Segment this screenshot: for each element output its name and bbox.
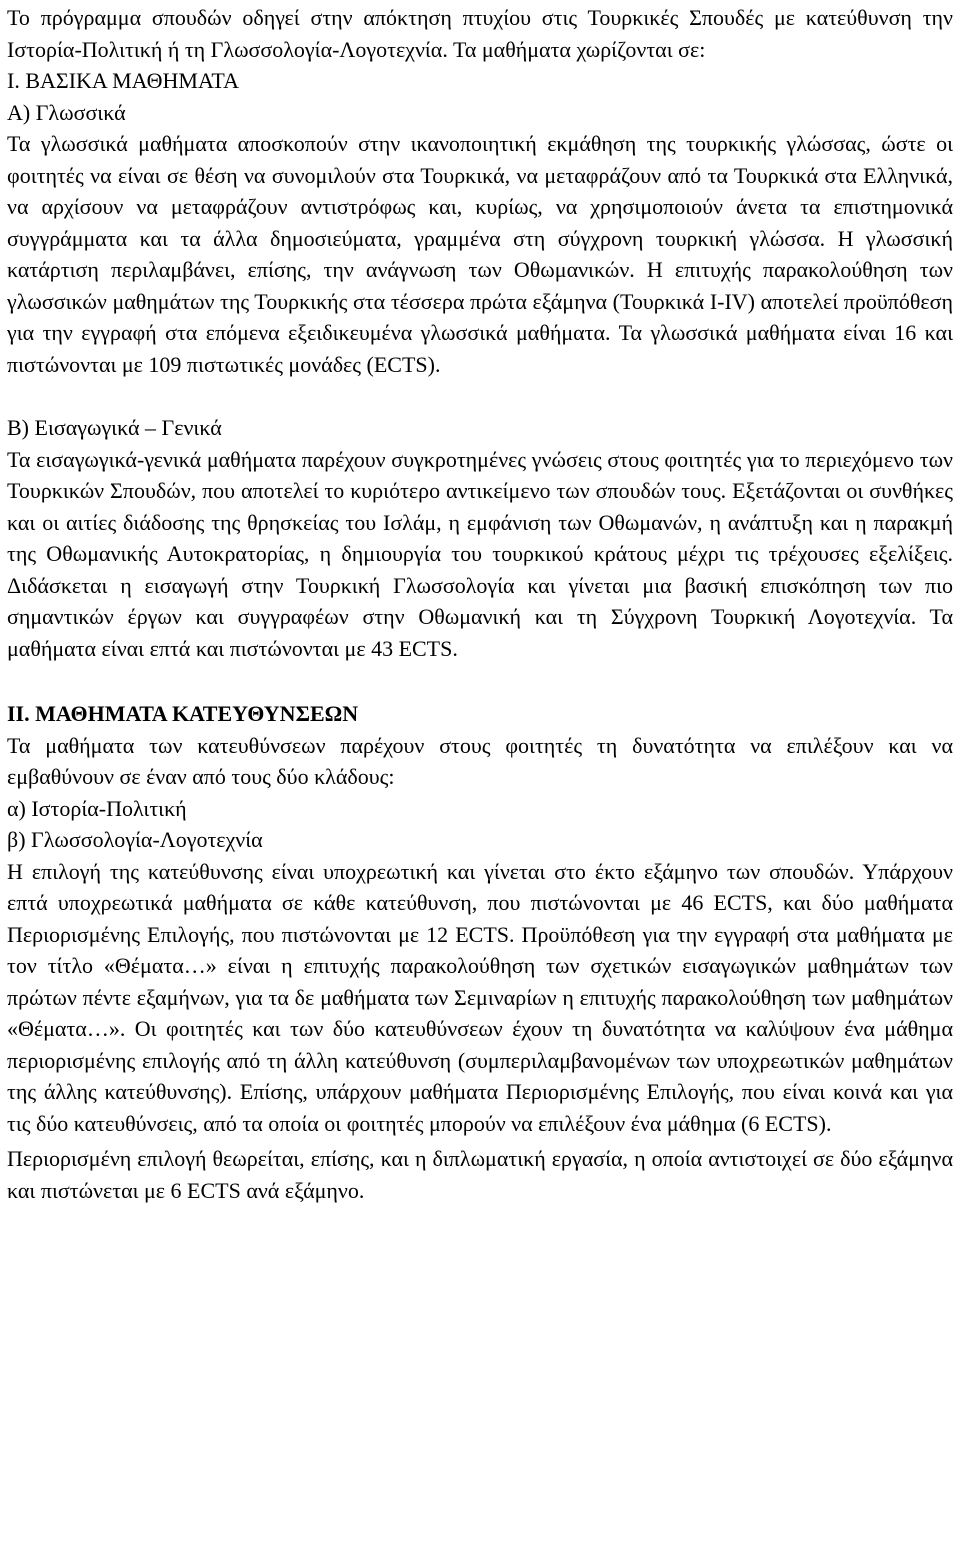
branch-b: β) Γλωσσολογία-Λογοτεχνία: [7, 827, 263, 852]
section-2-body: Η επιλογή της κατεύθυνσης είναι υποχρεωτική και γίνεται στο έκτο εξάμηνο των σπουδών. Υπάρχουν επτά υποχρεωτικά μαθήματα σε κάθε κατεύθυνση, που πιστώνονται με 46 ECTS, και δύο μαθήματα Περιορισμένης Επιλογής, που πιστώνονται με 12 ECTS. Προϋπόθεση για την εγγραφή στα μαθήματα με τον τίτλο «Θέματα…» είναι η επιτυχής παρακολούθηση των σχετικών εισαγωγικών μαθημάτων των πρώτων πέντε εξαμήνων, για τα δε μαθήματα των Σεμιναρίων η επιτυχής παρακολούθηση των μαθημάτων «Θέματα…». Οι φοιτητές και των δύο κατευθύνσεων έχουν τη δυνατότητα να καλύψουν ένα μάθημα περιορισμένης επιλογής από τη άλλη κατεύθυνση (συμπεριλαμβανομένων των υποχρεωτικών μαθημάτων της άλλης κατεύθυνσης). Επίσης, υπάρχουν μαθήματα Περιορισμένης Επιλογής, που είναι κοινά και για τις δύο κατευθύνσεις, από τα οποία οι φοιτητές μπορούν να επιλέξουν ένα μάθημα (6 ECTS).: [7, 858, 953, 1136]
closing-paragraph: Περιορισμένη επιλογή θεωρείται, επίσης, και η διπλωματική εργασία, η οποία αντιστοιχεί σε δύο εξάμηνα και πιστώνεται με 6 ECTS ανά εξάμηνο.: [7, 1146, 953, 1203]
branch-a: α) Ιστορία-Πολιτική: [7, 795, 187, 821]
subsection-b-heading: [7, 412, 953, 444]
document-page: [7, 2, 953, 1206]
intro-paragraph: Το πρόγραμμα σπουδών οδηγεί στην απόκτηση πτυχίου στις Τουρκικές Σπουδές με κατεύθυνση την Ιστορία-Πολιτική ή τη Γλωσσολογία-Λογοτεχνία. Τα μαθήματα χωρίζονται σε:: [7, 5, 953, 62]
section-2-intro: Τα μαθήματα των κατευθύνσεων παρέχουν στους φοιτητές τη δυνατότητα να επιλέξουν και να εμβαθύνουν σε έναν από τους δύο κλάδους:: [7, 732, 953, 789]
subsection-b-heading-text: Β) Εισαγωγικά – Γενικά: [7, 415, 222, 440]
subsection-a-body: Τα γλωσσικά μαθήματα αποσκοπούν στην ικανοποιητική εκμάθηση της τουρκικής γλώσσας, ώστε οι φοιτητές να είναι σε θέση να συνομιλούν στα Τουρκικά, να μεταφράζουν από τα Τουρκικά στα Ελληνικά, να αρχίσουν να μεταφράζουν αντιστρόφως και, κυρίως, να χρησιμοποιούν άνετα τα επιστημονικά συγγράμματα και τα άλλα δημοσιεύματα, γραμμένα στη σύγχρονη τουρκική γλώσσα. Η γλωσσική κατάρτιση περιλαμβάνει, επίσης, την ανάγνωση των Οθωμανικών. Η επιτυχής παρακολούθηση των γλωσσικών μαθημάτων της Τουρκικής στα τέσσερα πρώτα εξάμηνα (Τουρκικά I-IV) αποτελεί προϋπόθεση για την εγγραφή στα επόμενα εξειδικευμένα γλωσσικά μαθήματα. Τα γλωσσικά μαθήματα είναι 16 και πιστώνονται με 109 πιστωτικές μονάδες (ECTS).: [7, 131, 953, 377]
subsection-a-heading: Α) Γλωσσικά: [7, 99, 126, 125]
section-2-heading: ΙΙ. ΜΑΘΗΜΑΤΑ ΚΑΤΕΥΘΥΝΣΕΩΝ: [7, 701, 359, 726]
subsection-b-body: Τα εισαγωγικά-γενικά μαθήματα παρέχουν συγκροτημένες γνώσεις στους φοιτητές για το περιεχόμενο των Τουρκικών Σπουδών, που αποτελεί το κυριότερο αντικείμενο των σπουδών τους. Εξετάζονται οι συνθήκες και οι αιτίες διάδοσης της θρησκείας του Ισλάμ, η εμφάνιση των Οθωμανών, η ανάπτυξη και η παρακμή της Οθωμανικής Αυτοκρατορίας, η δημιουργία του τουρκικού κράτους μέχρι τις τρέχουσες εξελίξεις. Διδάσκεται η εισαγωγή στην Τουρκική Γλωσσολογία και γίνεται μια βασική επισκόπηση των πιο σημαντικών έργων και συγγραφέων στην Οθωμανική και τη Σύγχρονη Τουρκική Λογοτεχνία. Τα μαθήματα είναι επτά και πιστώνονται με 43 ECTS.: [7, 446, 953, 661]
section-1-heading: Ι. ΒΑΣΙΚΑ ΜΑΘΗΜΑΤΑ: [7, 68, 239, 93]
